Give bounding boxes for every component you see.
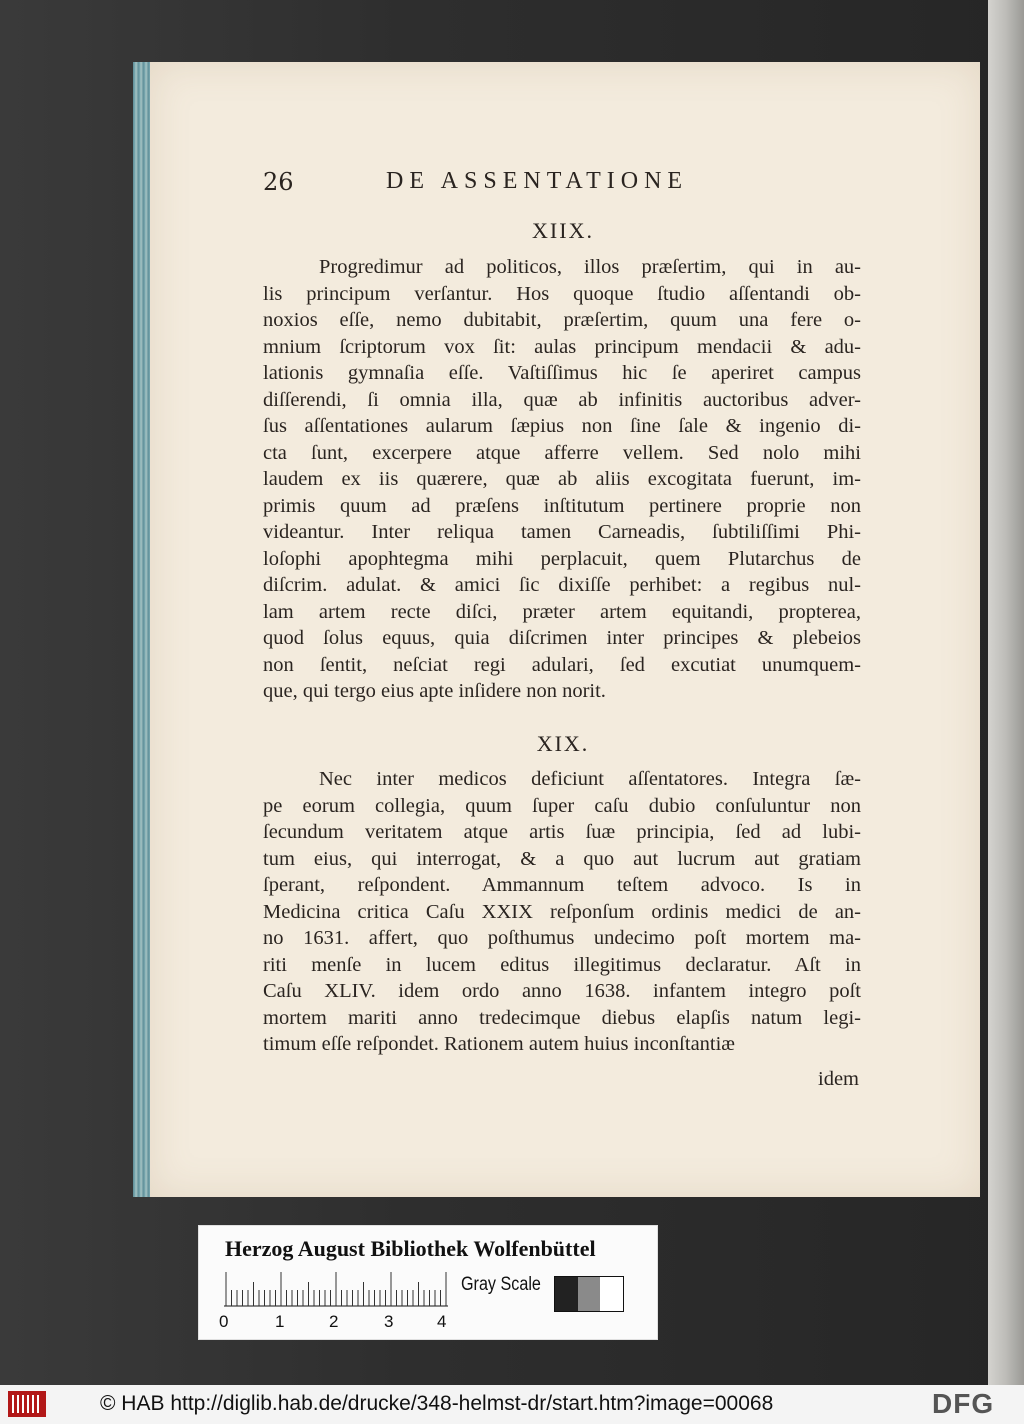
text-line: pe eorum collegia, quum ſuper caſu dubio conſuluntur non	[263, 794, 861, 817]
text-line: Nec inter medicos deficiunt aſſentatores. Integra ſæ-	[319, 768, 861, 790]
hab-logo-icon	[8, 1391, 46, 1417]
running-title: DE ASSENTATIONE	[386, 168, 689, 194]
text-line: ſperant, reſpondent. Ammannum teſtem advoco. Is in	[263, 874, 861, 896]
ruler-numbers	[219, 1312, 459, 1332]
section-heading-xix: XIX.	[536, 731, 590, 756]
catchword: idem	[818, 1068, 859, 1090]
text-line: quod ſolus equus, quia diſcrimen inter principes & plebeios	[263, 627, 861, 649]
ruler-icon	[224, 1271, 448, 1307]
text-line: mnium ſcriptorum vox ſit: aulas principum mendacii & adu-	[263, 335, 861, 358]
footer-credit-link[interactable]: © HAB http://diglib.hab.de/drucke/348-helmst-dr/start.htm?image=00068	[100, 1392, 774, 1415]
scan-right-edge	[988, 0, 1024, 1385]
text-line: que, qui tergo eius apte inſidere non norit.	[263, 680, 606, 702]
text-line: videantur. Inter reliqua tamen Carneadis, ſubtiliſſimi Phi-	[263, 521, 861, 543]
text-line: primis quum ad præſens inſtitutum pertinere proprie non	[263, 494, 861, 517]
dfg-logo: DFG	[932, 1388, 995, 1419]
gray-step-light	[600, 1277, 623, 1311]
paragraph-section-xiix	[263, 254, 861, 705]
text-line: cta ſunt, excerpere atque afferre vellem. Sed nolo mihi	[263, 441, 861, 464]
text-line: diſſerendi, ſi omnia illa, quæ ab infinitis auctoribus adver-	[263, 388, 861, 411]
paragraph-section-xix	[263, 766, 861, 1058]
text-line: diſcrim. adulat. & amici ſic dixiſſe perhibet: a regibus nul-	[263, 574, 861, 596]
text-line: tum eius, qui interrogat, & a quo aut lucrum aut gratiam	[263, 847, 861, 870]
ruler-number: 0	[219, 1312, 229, 1331]
gray-scale-swatch	[554, 1276, 624, 1312]
text-line: mortem mariti anno tredecimque diebus elapſis natum legi-	[263, 1006, 861, 1029]
text-line: Medicina critica Caſu XXIX reſponſum ordinis medici de an-	[263, 900, 861, 923]
color-scale-card	[198, 1225, 658, 1340]
page-number: 26	[263, 168, 294, 196]
ruler-number: 4	[437, 1312, 447, 1331]
text-line: loſophi apophtegma mihi perplacuit, quem Plutarchus de	[263, 547, 861, 570]
ruler-number: 1	[275, 1312, 285, 1331]
running-head	[263, 168, 863, 204]
footer-bar	[0, 1385, 1024, 1424]
text-line: Caſu XLIV. idem ordo anno 1638. infantem integro poſt	[263, 980, 861, 1002]
ruler-number: 3	[384, 1312, 394, 1331]
gray-step-mid	[578, 1277, 601, 1311]
text-line: ſecundum veritatem atque artis ſuæ principia, ſed ad lubi-	[263, 821, 861, 843]
ruler-number: 2	[329, 1312, 339, 1331]
text-line: non ſentit, neſciat regi adulari, ſed excutiat unumquem-	[263, 653, 861, 676]
text-line: laudem ex iis quærere, quæ ab aliis excogitata fuerunt, im-	[263, 468, 861, 490]
text-line: lam artem recte diſci, præter artem equitandi, propterea,	[263, 600, 861, 623]
library-name: Herzog August Bibliothek Wolfenbüttel	[225, 1236, 596, 1261]
text-line: noxios eſſe, nemo dubitabit, præſertim, quum una fere o-	[263, 309, 861, 331]
text-line: no 1631. affert, quo poſthumus undecimo poſt mortem ma-	[263, 927, 861, 949]
text-line: timum eſſe reſpondet. Rationem autem huius inconſtantiæ	[263, 1033, 735, 1055]
text-line: lis principum verſantur. Hos quoque ſtudio aſſentandi ob-	[263, 282, 861, 305]
section-heading-xiix: XIIX.	[532, 218, 594, 243]
text-line: lationis gymnaſia eſſe. Vaſtiſſimus hic ſe aperiret campus	[263, 362, 861, 384]
gray-scale-label: Gray Scale	[461, 1274, 541, 1295]
gray-step-dark	[555, 1277, 578, 1311]
text-line: Progredimur ad politicos, illos præſertim, qui in au-	[319, 256, 861, 278]
text-line: riti menſe in lucem editus illegitimus declaratur. Aſt in	[263, 953, 861, 976]
text-line: ſus aſſentationes aularum ſæpius non ſine ſale & ingenio di-	[263, 415, 861, 437]
